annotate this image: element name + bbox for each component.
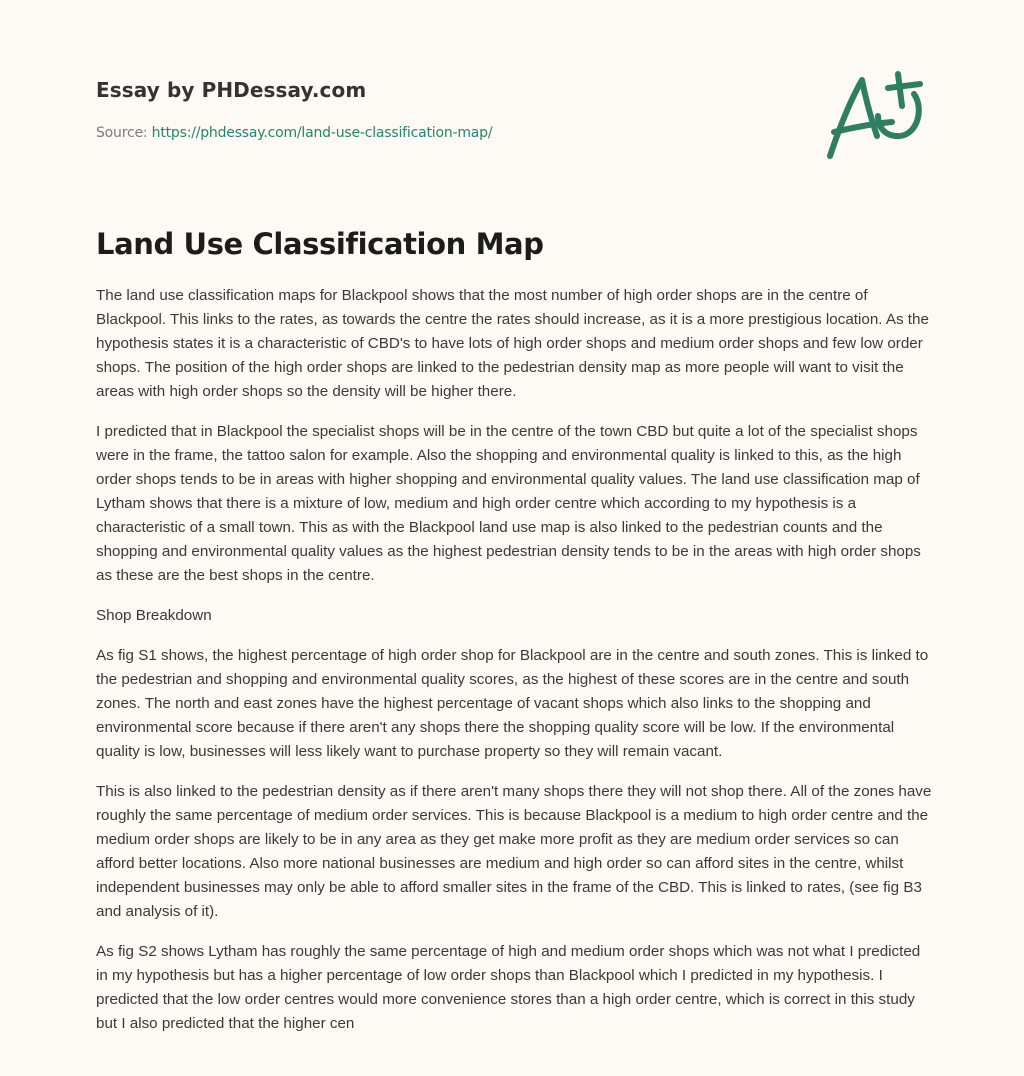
essay-body bbox=[96, 284, 932, 1052]
a-plus-grade-icon bbox=[822, 66, 932, 166]
brand-title: Essay by PHDessay.com bbox=[96, 78, 367, 102]
paragraph: As fig S2 shows Lytham has roughly the same percentage of high and medium order shops which was not what I predicted in my hypothesis but has a higher percentage of low order shops than Blackpool which I predicted in my hypothesis. I predicted that the low order centres would more convenience stores than a high order centre, which is correct in this study but I also predicted that the higher cen bbox=[96, 943, 921, 1032]
paragraph: As fig S1 shows, the highest percentage of high order shop for Blackpool are in the centre and south zones. This is linked to the pedestrian and shopping and environmental quality scores, as the highest of these scores are in the centre and south zones. The north and east zones have the highest percentage of vacant shops which also links to the shopping and environmental score because if there aren't any shops there the shopping quality score will be low. If the environmental quality is low, businesses will less likely want to purchase property so they will remain vacant. bbox=[96, 647, 929, 760]
essay-header bbox=[96, 76, 928, 143]
document-title: Land Use Classification Map bbox=[96, 227, 544, 261]
source-line bbox=[96, 123, 928, 143]
source-label: Source: bbox=[96, 125, 152, 141]
source-link[interactable]: https://phdessay.com/land-use-classification-map/ bbox=[151, 125, 493, 141]
paragraph: I predicted that in Blackpool the specialist shops will be in the centre of the town CBD but quite a lot of the specialist shops were in the frame, the tattoo salon for example. Also the shopping and environmental quality is linked to this, as the high order shops tends to be in areas with higher shopping and environmental quality values. The land use classification map of Lytham shows that there is a mixture of low, medium and high order centre which according to my hypothesis is a characteristic of a small town. This as with the Blackpool land use map is also linked to the pedestrian counts and the shopping and environmental quality values as the highest pedestrian density tends to be in the areas with high order shops as these are the best shops in the centre. bbox=[96, 423, 921, 584]
paragraph: This is also linked to the pedestrian density as if there aren't many shops there they will not shop there. All of the zones have roughly the same percentage of medium order services. This is because Blackpool is a medium to high order centre and the medium order shops are likely to be in any area as they get make more profit as they are medium order services so can afford better locations. Also more national businesses are medium and high order so can afford sites in the centre, whilst independent businesses may only be able to afford smaller sites in the frame of the CBD. This is linked to rates, (see fig B3 and analysis of it). bbox=[96, 783, 932, 920]
section-heading-shop-breakdown: Shop Breakdown bbox=[96, 607, 212, 624]
paragraph: The land use classification maps for Blackpool shows that the most number of high order shops are in the centre of Blackpool. This links to the rates, as towards the centre the rates should increase, as it is a more prestigious location. As the hypothesis states it is a characteristic of CBD's to have lots of high order shops and medium order shops and few low order shops. The position of the high order shops are linked to the pedestrian density map as more people will want to visit the areas with high order shops so the density will be higher there. bbox=[96, 287, 929, 400]
